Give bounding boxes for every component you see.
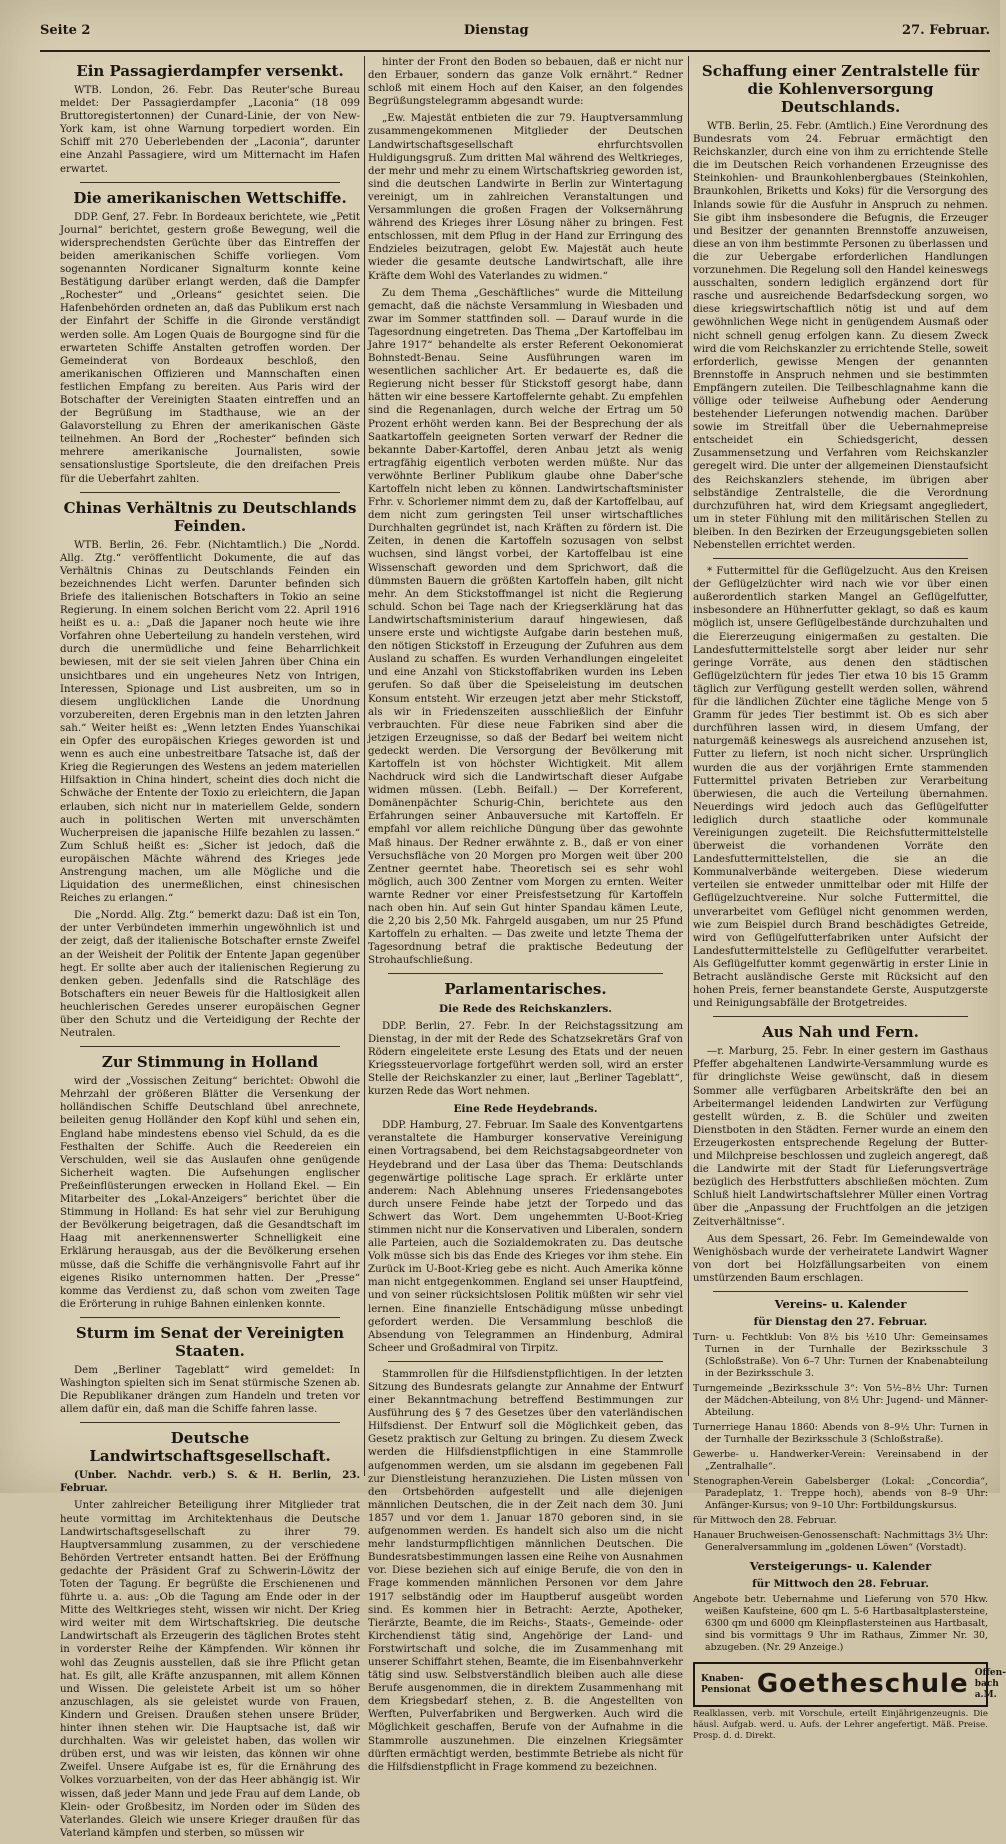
- article-text: Stammrollen für die Hilfsdienstpflichtigen. In der letzten Sitzung des Bundesrats gelangte zur Annahme der Entwurf einer Bekanntmachung betreffend Bestimmungen zur Ausführung des § 7 des Gesetzes über den vaterländischen Hilfsdienst. Der Entwurf soll die Möglichkeit geben, das Gesetz praktisch zur Geltung zu bringen. Zu diesem Zweck werden die Hilfsdienstpflichtigen in eine Stammrolle aufgenommen werden, um sie alsdann im gegebenen Fall zur Dienstleistung heranzuziehen. Die Listen müssen von den Ortsbehörden aufgestellt und alle diejenigen männlichen Deutschen, die in der Zeit nach dem 30. Juni 1857 und vor dem 1. Januar 1870 geboren sind, in sie aufgenommen werden. Es handelt sich also um die nicht mehr landsturmpflichtigen männlichen Deutschen. Die Bundesratsbestimmungen lassen eine Reihe von Ausnahmen vor. Diese beziehen sich auf einige Berufe, die von den in Frage kommenden männlichen Personen vor dem Jahre 1917 selbständig oder im Hauptberuf ausgeübt worden sind. Es kommen hier in Betracht: Aerzte, Apotheker, Tierärzte, Beamte, die im Reichs-, Staats-, Gemeinde- oder Kirchendienst tätig sind, Angehörige der Land- und Forstwirtschaft und solche, die im Zusammenhang mit unserer Schiffahrt stehen, Beamte, die im Eisenbahnverkehr tätig sind usw. Selbstverständlich bleiben auch alle diese Berufe ausgenommen, die in direktem Zusammenhang mit dem Kriegsbedarf stehen, z. B. die Angestellten von Werften, Pulverfabriken und Bergwerken. Auch wird die Möglichkeit geschaffen, Berufe von der Aufnahme in die Stammrolle auszunehmen. Die einzelnen Kriegsämter dürften ermächtigt werden, bestimmte Betriebe als nicht für die Hilfsdienstpflicht in Frage kommend zu bezeichnen.: [368, 1368, 683, 1773]
- ad-footer-text: Realklassen, verb. mit Vorschule, erteilt Einjährigenzeugnis. Die häusl. Aufgab. werd. u. Aufs. der Lehrer angefertigt. Mäß. Preise. Prosp. d. d. Direkt.: [693, 1709, 988, 1742]
- headline-nah-und-fern: Aus Nah und Fern.: [762, 1023, 919, 1042]
- calendar-list: [693, 1332, 988, 1554]
- advertisement-goetheschule: [693, 1662, 1006, 1707]
- divider: [80, 1317, 340, 1318]
- divider: [80, 1046, 340, 1047]
- calendar-item: Hanauer Bruchweisen-Genossenschaft: Nachmittags 3½ Uhr: Generalversammlung im „goldenen Löwen“ (Vorstadt).: [693, 1530, 988, 1554]
- calendar-item: Gewerbe- u. Handwerker-Verein: Vereinsabend in der „Zentralhalle“.: [693, 1449, 988, 1473]
- headline-holland: Zur Stimmung in Holland: [101, 1053, 319, 1072]
- column-rule: [688, 56, 689, 1476]
- article-text: DDP. Berlin, 27. Febr. In der Reichstagssitzung am Dienstag, in der mit der Rede des Schatzsekretärs Graf von Rödern eingeleitete erste Lesung des Etats und der neuen Kriegssteuervorlage fortgeführt werden soll, wird an erster Stelle der Reichskanzler zu einer, laut „Berliner Tageblatt“, kurzen Rede das Wort nehmen.: [368, 1020, 683, 1098]
- ad-right-line: bach a.M.: [974, 1679, 999, 1701]
- article-text: wird der „Vossischen Zeitung“ berichtet: Obwohl die Mehrzahl der größeren Blätter die Versenkung der holländischen Schiffe Deutschland übel anrechnete, beileiten genug Holländer den Kopf kühl und sehen ein, England habe mindestens ebenso viel Schuld, da es die Festhalten der Schiffe. Auch die Reedereien ein Verschulden, weil sie das Auslaufen ohne genügende Sicherheit wagten. Die Aufsehungen englischer Preßeinflüsterungen erwecken in Holland Ekel. — Ein Mitarbeiter des „Lokal-Anzeigers“ berichtet über die Stimmung in Holland: Es hat sehr viel zur Beruhigung der Bevölkerung beigetragen, daß die Gesandtschaft im Haag mit anerkennenswerter Schnelligkeit eine Erklärung herausgab, aus der die Bevölkerung ersehen müsse, daß die Schiffe die verhängnisvolle Fahrt auf ihr eigenes Risiko unternommen hatten. Der „Presse“ komme das Verdienst zu, daß schon vom zweiten Tage die Erörterung in ruhige Bahnen einlenken konnte.: [60, 1076, 360, 1310]
- headline-vereinskalender: Vereins- u. Kalender: [774, 1296, 907, 1311]
- column-rule: [364, 56, 365, 1476]
- ad-left-line: Pensionat: [701, 1684, 751, 1695]
- headline-landwirtschaft: Deutsche Landwirtschaftsgesellschaft.: [89, 1429, 331, 1466]
- page-header: [40, 10, 990, 52]
- headline-versteigerungskalender: Versteigerungs- u. Kalender: [749, 1559, 932, 1574]
- calendar-item: Turn- u. Fechtklub: Von 8½ bis ½10 Uhr: Gemeinsames Turnen in der Turnhalle der Bezirksschule 3 (Schloßstraße). Von 6–7 Uhr: Turnen der Knabenabteilung in der Bezirksschule 3.: [693, 1332, 988, 1380]
- ad-left-line: Knaben-: [701, 1673, 744, 1684]
- date: 27. Februar.: [902, 22, 990, 38]
- calendar-item: Stenographen-Verein Gabelsberger (Lokal: „Concordia“, Paradeplatz, 1. Treppe hoch), abends von 8–9 Uhr: Anfänger-Kursus; von 9–10 Uhr: Fortbildungskursus.: [693, 1476, 988, 1512]
- article-text: * Futtermittel für die Geflügelzucht. Aus den Kreisen der Geflügelzüchter wird nach wie vor über einen außerordentlich starken Mangel an Geflügelfutter, insbesondere an Hühnerfutter geklagt, so daß es kaum möglich ist, unsere Geflügelbestände durchzuhalten und die Eiererzeugung einigermaßen zu gestalten. Die Landesfuttermittelstelle sorgt aber leider nur sehr geringe Vorräte, aus denen den städtischen Geflügelzüchtern für jedes Tier etwa 10 bis 15 Gramm täglich zur Verfügung gestellt werden sollen, während für die ländlichen Züchter eine tägliche Menge von 5 Gramm für jedes Tier bestimmt ist. Ob es sich aber durchführen lassen wird, in diesem Umfang, der naturgemäß keineswegs als ausreichend anzusehen ist, Futter zu liefern, ist noch nicht sicher. Ursprünglich wurden die aus der vorjährigen Ernte stammenden Futtermittel privaten Betrieben zur Verarbeitung überwiesen, die auch die Verteilung übernahmen. Neuerdings wird jedoch auch das Geflügelfutter lediglich durch staatliche oder kommunale Vereinigungen zugeteilt. Die Reichsfuttermittelstelle überweist die vorhandenen Vorräte den Landesfuttermittelstellen, die sie an die Kommunalverbände weitergeben. Diese wiederum verteilen sie entweder unmittelbar oder mit Hilfe der Geflügelzuchtvereine. Nur solche Futtermittel, die unverarbeitet vom Geflügel nicht genommen werden, wie zum Beispiel durch Brand beschädigtes Getreide, wird von Geflügelfutterfabriken unter Aufsicht der Landesfuttermittelstelle zu Geflügelfutter verarbeitet. Als Geflügelfutter kommt gegenwärtig in erster Linie in Betracht ausländische Gerste mit Rücksicht auf den hohen Preis, ferner beanstandete Gerste, Ausputzgerste und Reinigungsabfälle der Brotgetreides.: [693, 566, 988, 1010]
- article-byline: (Unber. Nachdr. verb.) S. & H. Berlin, 23. Februar.: [60, 1469, 360, 1495]
- divider: [713, 1016, 968, 1017]
- article-text: hinter der Front den Boden so bebauen, daß er nicht nur den Erbauer, sondern das ganze Volk ernährt.“ Redner schloß mit einem Hoch auf den Kaiser, an den folgendes Begrüßungstelegramm abgesandt wurde:: [368, 57, 683, 108]
- ad-school-name: Goetheschule: [756, 1669, 969, 1700]
- divider: [80, 492, 340, 493]
- headline-kohlenversorgung: Schaffung einer Zentralstelle für die Kohlenversorgung Deutschlands.: [701, 62, 980, 116]
- calendar-item: Turngemeinde „Bezirksschule 3“: Von 5½–8½ Uhr: Turnen der Mädchen-Abteilung, von 8½ Uhr: Jugend- und Männer-Abteilung.: [693, 1383, 988, 1419]
- subheadline-heydebrand: Eine Rede Heydebrands.: [453, 1103, 598, 1116]
- divider: [388, 1361, 663, 1362]
- headline-wettschiffe: Die amerikanischen Wettschiffe.: [73, 188, 347, 207]
- article-text: Unter zahlreicher Beteiligung ihrer Mitglieder trat heute vormittag im Architektenhaus die Deutsche Landwirtschaftsgesellschaft zu ihrer 79. Hauptversammlung zusammen, zu der verschiedene Behörden Vertreter entsandt hatten. Bei der Eröffnung gedachte der Präsident Graf zu Schwerin-Löwitz der Toten der Tagung. Er begrüßte die Erschienenen und führte u. a. aus: „Ob die Tagung am Ende oder in der Mitte des Weltkrieges steht, wissen wir nicht. Der Krieg wird weiter mit dem Wirtschaftskrieg. Die deutsche Landwirtschaft als Erzeugerin des täglichen Brotes steht in vorderster Reihe der Kämpfenden. Wir können ihr wohl das Zeugnis ausstellen, daß sie ihre Pflicht getan hat. Es gilt, alle Kräfte anzuspannen, mit allem Können und Wissen. Die geleistete Arbeit ist um so höher anzuschlagen, als sie geleistet wurde von Frauen, Kindern und Greisen. Draußen stehen unsere Brüder, hinter ihnen stehen wir. Die Hauptsache ist, daß wir durchhalten. Was wir geleistet haben, das wollen wir drüben erst, und was wir leisten, das können wir ohne Zweifel. Unsere Aufgabe ist es, für die Ernährung des Volkes vorzuarbeiten, von der das Heer abhängig ist. Wir wissen, daß jeder Mann und jede Frau auf dem Lande, ob Klein- oder Großbesitz, im Norden oder im Süden des Vaterlandes. Gleich wie unsere Krieger draußen für das Vaterland kämpfen und sterben, so müssen wir: [60, 1500, 360, 1839]
- article-text: Aus dem Spessart, 26. Febr. Im Gemeindewalde von Wenighösbach wurde der verheiratete Landwirt Wagner von dort bei Holzfällungsarbeiten von einem umstürzenden Baum erschlagen.: [693, 1233, 988, 1284]
- weekday: Dienstag: [463, 22, 529, 38]
- divider: [713, 558, 968, 559]
- divider: [80, 1422, 340, 1423]
- divider: [713, 1291, 968, 1292]
- column-right: [693, 56, 1006, 1742]
- column-middle: [368, 56, 683, 1778]
- headline-senat: Sturm im Senat der Vereinigten Staaten.: [75, 1323, 345, 1360]
- article-text: Die „Nordd. Allg. Ztg.“ bemerkt dazu: Daß ist ein Ton, der unter Verbündeten immerhin ungewöhnlich ist und der zeigt, daß der italienische Botschafter ernste Zweifel an der Weisheit der Politik der Entente Japan gegenüber hegt. Er sollte aber auch der italienischen Regierung zu denken geben. Jedenfalls sind die Ratschläge des Botschafters ein neuer Beweis für die Haltlosigkeit allen heuchlerischen Geredes unserer europäischen Gegner über den Schutz und die Verteidigung der Rechte der Neutralen.: [60, 910, 360, 1040]
- calendar-item: für Mittwoch den 28. Februar.: [693, 1515, 837, 1527]
- article-text: WTB. Berlin, 26. Febr. (Nichtamtlich.) Die „Nordd. Allg. Ztg.“ veröffentlicht Dokumente, die auf das Verhältnis Chinas zu Deutschlands Feinden ein bezeichnendes Licht werfen. Darunter befinden sich Briefe des italienischen Botschafters in Tokio an seine Regierung. In einem solchen Bericht vom 22. April 1916 heißt es u. a.: „Daß die Japaner noch heute wie ihre Vorfahren ohne Ueberteilung zu handeln verstehen, wird durch die unermüdliche und feine Beharrlichkeit bewiesen, mit der sie seit vielen Jahren über China ein unsichtbares und ein ungeheures Netz von Intrigen, Interessen, Spionage und List ausbreiten, um so in diesem unglücklichen Lande die Unordnung vorzubereiten, deren Ergebnis man in den letzten Jahren sah.“ Weiter heißt es: „Wenn letzten Endes Yuanschikai ein Opfer des europäischen Krieges geworden ist und wenn es auch eine unbestreitbare Tatsache ist, daß der Krieg die Regierungen des Westens an jedem materiellen Hilfsaktion in China hindert, scheint dies doch nicht die Schwäche der Entente der Toxio zu erleichtern, die Japan erlauben, sich nicht nur in materiellem Gelde, sondern auch in politischen Werten mit unverschämten Wucherpreisen die japanische Hilfe bezahlen zu lassen.“ Zum Schluß heißt es: „Sicher ist jedoch, daß die europäischen Mächte während des Krieges jede Anstrengung machen, um alle Mögliche und die Liquidation des unermeßlichen, einst chinesischen Reiches zu erlangen.“: [60, 539, 360, 905]
- article-text: Zu dem Thema „Geschäftliches“ wurde die Mitteilung gemacht, daß die nächste Versammlung in Wiesbaden und zwar im Sommer stattfinden soll. — Darauf wurde in die Tagesordnung eingetreten. Das Thema „Der Kartoffelbau im Jahre 1917“ behandelte als erster Referent Oekonomierat Bohnstedt-Benau. Seine Ausführungen waren im wesentlichen sachlicher Art. Er bedauerte es, daß die Regierung nicht besser für Stickstoff gesorgt habe, dann hätten wir eine bessere Kartoffelernte gehabt. Zu empfehlen sind die Regenanlagen, durch welche der Ertrag um 50 Prozent erhöht werden kann. Bei der Besprechung der als Saatkartoffeln geeigneten Sorten verwarf der Redner die bekannte Daber-Kartoffel, deren Anbau jetzt als wenig ertragfähig eigentlich verboten werden müßte. Nur das verwöhnte Berliner Publikum glaube ohne Daber'sche Kartoffeln nicht leben zu können. Landwirtschaftsminister Frhr. v. Schorlemer nimmt dem zu, daß der Kartoffelbau, auf dem nicht zum geringsten Teil unser wirtschaftliches Durchhalten gegründet ist, nach Kräften zu fördern ist. Die Zeiten, in denen die Kartoffeln sozusagen von selbst wuchsen, sind längst vorbei, der Kartoffelbau ist eine Wissenschaft geworden und dem Sprichwort, daß die dümmsten Bauern die größten Kartoffeln haben, gilt nicht mehr. An dem Stickstoffmangel ist nicht die Regierung schuld. Schon bei Tage nach der Kriegserklärung hat das Landwirtschaftsministerium darauf hingewiesen, daß unsere erste und wichtigste Aufgabe darin bestehen muß, den nötigen Stickstoff in Erzeugung der Zufuhren aus dem Ausland zu schaffen. Es wurden Verhandlungen eingeleitet und eine Anzahl von Stickstoffabriken wurden ins Leben gerufen. So daß über die Speiseleistung im deutschen Konsum entsteht. Wir erzeugen jetzt aber mehr Stickstoff, als wir in Friedenszeiten ausschließlich der Einfuhr verbrauchten. Für diese neue Fabriken sind aber die jetzigen Erzeugnisse, so daß der Bedarf bei weitem nicht gedeckt werden. Die Versorgung der Bevölkerung mit Kartoffeln ist von höchster Wichtigkeit. Mit allem Nachdruck wird sich die Landwirtschaft dieser Aufgabe widmen müssen. (Lebh. Beifall.) — Der Korreferent, Domänenpächter Schurig-Chin, berichtete aus den Erfahrungen seiner Anbauversuche mit Kartoffeln. Er empfahl vor allem reichliche Düngung über das gewohnte Maß hinaus. Der Redner erwähnte z. B., daß er von einer Versuchsfläche von 20 Morgen pro Morgen weit über 200 Zentner geerntet habe. Theoretisch sei es sehr wohl möglich, auch 300 Zentner vom Morgen zu ernten. Weiter warnte Redner vor einer Preisfestsetzung für Kartoffeln nach oben hin. Auf sein Gut hinter Spandau kämen Leute, die 2,20 bis 2,50 Mk. Fahrgeld ausgaben, um nur 25 Pfund Kartoffeln zu erhalten. — Das zweite und letzte Thema der Tagesordnung betraf die praktische Bedeutung der Strohaufschließung.: [368, 287, 683, 967]
- article-text: —r. Marburg, 25. Febr. In einer gestern im Gasthaus Pfeffer abgehaltenen Landwirte-Versammlung wurde es für dringlichste Weise gewünscht, daß in diesem Sommer alle verfügbaren Arbeitskräfte den bei an Arbeitermangel leidenden Landwirten zur Verfügung gestellt würden, z. B. die Schüler und zweiten Dienstboten in den Städten. Ferner wurde an einem den Erzeugerkosten entsprechende Regelung der Butter- und Milchpreise beschlossen und zugleich angeregt, daß die Landwirte mit der Stadt für Lieferungsverträge bezüglich des Herbstfutters abschließen möchten. Zum Schluß hielt Landwirtschaftslehrer Müller einen Vortrag über die „Anpassung der Fruchtfolgen an die jetzigen Zeitverhältnisse“.: [693, 1046, 988, 1228]
- subheadline-date: für Mittwoch den 28. Februar.: [752, 1578, 929, 1591]
- page-number: Seite 2: [40, 22, 91, 38]
- calendar-item: Turnerriege Hanau 1860: Abends von 8–9½ Uhr: Turnen in der Turnhalle der Bezirksschule 3 (Schloßstraße).: [693, 1422, 988, 1446]
- article-text: DDP. Hamburg, 27. Februar. Im Saale des Konventgartens veranstaltete die Hamburger konservative Vereinigung einen Vortragsabend, bei dem Reichstagsabgeordneter von Heydebrand und der Lasa über das Thema: Deutschlands gegenwärtige politische Lage sprach. Er erklärte unter anderem: Nach Ablehnung unseres Friedensangebotes durch unsere Feinde habe jetzt der Torpedo und das Schwert das Wort. Dem ungehemmten U-Boot-Krieg stimmen nicht nur die Konservativen und Liberalen, sondern alle Parteien, auch die Sozialdemokraten zu. Das deutsche Volk müsse sich bis das Ende des Krieges vor ihm stehe. Ein Zurück im U-Boot-Krieg gebe es nicht. Auch Amerika könne man nicht entgegenkommen. England sei unser Hauptfeind, und von seiner rücksichtslosen Politik müßten wir sehr viel lernen. Eine finanzielle Entschädigung müsse unbedingt gefordert werden. Die Versammlung beschloß die Absendung von Telegrammen an Hindenburg, Admiral Scheer und Großadmiral von Tirpitz.: [368, 1120, 683, 1354]
- article-text: DDP. Genf, 27. Febr. In Bordeaux berichtete, wie „Petit Journal“ berichtet, gestern große Bewegung, weil die widersprechendsten Gerüchte über das Eintreffen der beiden amerikanischen Schiffe vorliegen. Vom sogenannten Nordicaner Signalturm konnte keine Bestätigung darüber erlangt werden, daß die Dampfer „Rochester“ und „Orleans“ gesichtet seien. Die Hafenbehörden ordneten an, daß das Publikum erst nach der Einfahrt der Schiffe in die Gironde verständigt werden solle. Am Logen Quais de Bourgogne sind für die erwarteten Schiffe Anstalten getroffen worden. Der Gemeinderat von Bordeaux beschloß, den amerikanischen Offizieren und Mannschaften einen festlichen Empfang zu bereiten. Aus Paris wird der Botschafter der Vereinigten Staaten eintreffen und an der Begrüßung im Stadthause, wie an der Galavorstellung zu Ehren der amerikanischen Gäste teilnehmen. An Bord der „Rochester“ befinden sich mehrere amerikanische Journalisten, sowie sensationslustige Sportsleute, die den dreifachen Preis für die Ueberfahrt zahlten.: [60, 211, 360, 485]
- subheadline-date: für Dienstag den 27. Februar.: [753, 1316, 928, 1329]
- auction-notice: [693, 1594, 988, 1654]
- subheadline-reichskanzler: Die Rede des Reichskanzlers.: [439, 1003, 612, 1016]
- ad-left: [701, 1674, 751, 1696]
- ad-right-line: Offen-: [974, 1668, 1006, 1679]
- calendar-item: Angebote betr. Uebernahme und Lieferung von 570 Hkw. weißen Kaufsteine, 600 qm L. 5-6 Hartbasaltplastersteine, 6300 qm und 6000 qm Kleinpflastersteinen aus Hartbasalt, sind bis vormittags 9 Uhr im Rathaus, Zimmer Nr. 30, abzugeben. (Nr. 29 Anzeige.): [693, 1594, 988, 1654]
- article-text: WTB. Berlin, 25. Febr. (Amtlich.) Eine Verordnung des Bundesrats vom 24. Februar ermächtigt den Reichskanzler, durch eine von ihm zu errichtende Stelle die im Deutschen Reich vorhandenen Erzeugnisse des Steinkohlen- und Braunkohlenbergbaues (Steinkohlen, Braunkohlen, Briketts und Koks) für die Versorgung des Inlands sowie für die Ausfuhr in Anspruch zu nehmen. Sie gibt ihm insbesondere die Befugnis, die Erzeuger und Besitzer der genannten Brennstoffe anzuweisen, diese an von ihm bestimmte Personen zu überlassen und die zur Uebergabe erforderlichen Handlungen vorzunehmen. Die Regelung soll den Handel keineswegs ausschalten, sondern lediglich ergänzend dort für rasche und ausreichende Bedarfsdeckung sorgen, wo diese kriegswirtschaftlich nötig ist und auf dem gewöhnlichen Wege nicht in genügendem Ausmaß oder nicht schnell genug erfolgen kann. Zu diesem Zweck wird die vom Reichskanzler zu errichtende Stelle, soweit erforderlich, gewisse Mengen der genannten Brennstoffe in Anspruch nehmen und sie bestimmten Empfängern zuteilen. Die Teilbeschlagnahme kann die völlige oder teilweise Aufhebung oder Aenderung bestehender Lieferungen notwendig machen. Darüber sowie im Streitfall über die Uebernahmepreise entscheidet ein Schiedsgericht, dessen Zusammensetzung und Verfahren vom Reichskanzler geregelt wird. Die unter der allgemeinen Dienstaufsicht des Reichskanzlers stehende, im übrigen aber selbständige Zentralstelle, die die Verordnung durchzuführen hat, wird dem Kriegsamt angegliedert, um in steter Fühlung mit den militärischen Stellen zu bleiben. In den Bezirken der Erzeugungsgebieten sollen Nebenstellen errichtet werden.: [693, 121, 988, 551]
- headline-parlamentarisches: Parlamentarisches.: [444, 980, 607, 999]
- ad-right: [975, 1668, 1006, 1701]
- divider: [80, 182, 340, 183]
- column-left: [60, 56, 360, 1844]
- headline-china: Chinas Verhältnis zu Deutschlands Feinden.: [63, 498, 357, 535]
- article-text: WTB. London, 26. Febr. Das Reuter'sche Bureau meldet: Der Passagierdampfer „Laconia“ (18 099 Bruttoregistertonnen) der Cunard-Linie, der von New-York kam, ist ohne Warnung torpediert worden. Ein Schiff mit 270 Ueberlebenden der „Laconia“, darunter eine Anzahl Passagiere, wird um Mitternacht im Hafen erwartet.: [60, 85, 360, 175]
- divider: [388, 973, 663, 974]
- headline-passagierdampfer: Ein Passagierdampfer versenkt.: [76, 62, 344, 80]
- telegram-text: „Ew. Majestät entbieten die zur 79. Hauptversammlung zusammengekommenen Mitglieder der Deutschen Landwirtschaftsgesellschaft ehrfurchtsvollen Huldigungsgruß. Zum dritten Mal während des Weltkrieges, der mehr und mehr zu einem Wirtschaftskrieg geworden ist, sind die deutschen Landwirte in Berlin zur Wintertagung vereinigt, um in zahlreichen Veranstaltungen und Versammlungen die großen Fragen der Volksernährung während des Krieges ihrer Lösung näher zu bringen. Fest entschlossen, mit dem Pflug in der Hand zur Erringung des Endzieles beizutragen, gelobt Ew. Majestät auch heute wieder die gesamte deutsche Landwirtschaft, alle ihre Kräfte dem Wohl des Vaterlandes zu widmen.“: [368, 113, 683, 282]
- article-text: Dem „Berliner Tageblatt“ wird gemeldet: In Washington spielten sich im Senat stürmische Szenen ab. Die Republikaner drängen zum Handeln und treten vor allem dafür ein, daß man die Schiffe fahren lasse.: [60, 1364, 360, 1416]
